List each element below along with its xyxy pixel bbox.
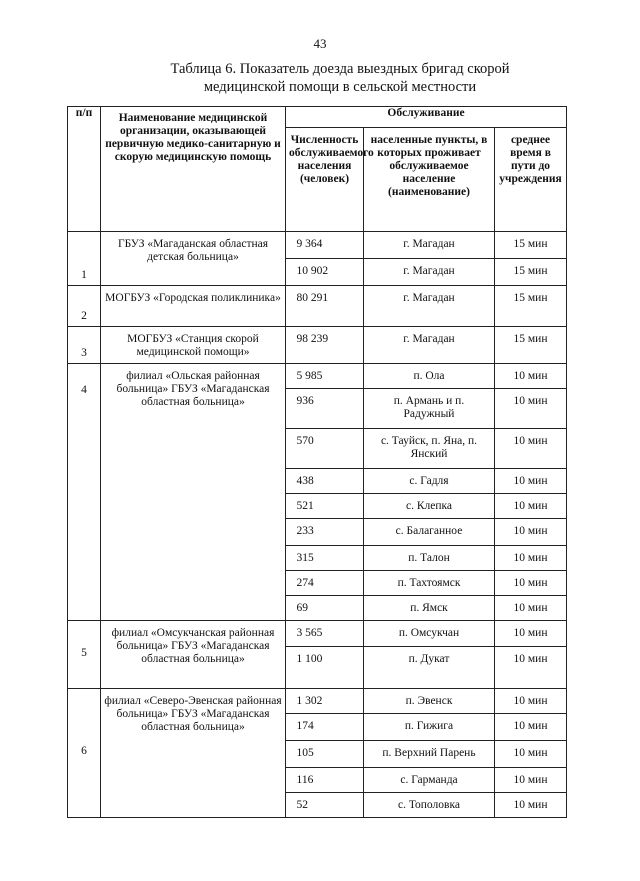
- population-cell: 936: [286, 389, 364, 429]
- population-cell: 1 100: [286, 647, 364, 689]
- row-number: 2: [68, 286, 101, 327]
- population-cell: 105: [286, 741, 364, 768]
- population-cell: 1 302: [286, 689, 364, 714]
- org-name: филиал «Северо-Эвенская районная больница» ГБУЗ «Магаданская областная больница»: [101, 689, 286, 818]
- title-line-1: Таблица 6. Показатель доезда выездных бригад скорой: [170, 61, 510, 77]
- place-cell: п. Верхний Парень: [364, 741, 495, 768]
- population-cell: 233: [286, 519, 364, 546]
- time-cell: 10 мин: [495, 621, 567, 647]
- population-cell: 570: [286, 429, 364, 469]
- time-cell: 10 мин: [495, 469, 567, 494]
- population-cell: 9 364: [286, 232, 364, 259]
- org-name: МОГБУЗ «Станция скорой медицинской помощи»: [101, 327, 286, 364]
- row-number: 3: [68, 327, 101, 364]
- table-row: [68, 286, 567, 327]
- time-cell: 10 мин: [495, 714, 567, 741]
- place-cell: п. Тахтоямск: [364, 571, 495, 596]
- table-row: [68, 621, 567, 647]
- place-cell: с. Клепка: [364, 494, 495, 519]
- org-name: филиал «Ольская районная больница» ГБУЗ «Магаданская областная больница»: [101, 364, 286, 621]
- table-row: [68, 364, 567, 389]
- title-line-2: медицинской помощи в сельской местности: [203, 79, 477, 95]
- table-row: [68, 689, 567, 714]
- time-cell: 10 мин: [495, 364, 567, 389]
- place-cell: с. Гарманда: [364, 768, 495, 793]
- population-cell: 10 902: [286, 259, 364, 286]
- population-cell: 174: [286, 714, 364, 741]
- place-cell: г. Магадан: [364, 259, 495, 286]
- time-cell: 10 мин: [495, 793, 567, 818]
- org-name: ГБУЗ «Магаданская областная детская больница»: [101, 232, 286, 286]
- place-cell: п. Эвенск: [364, 689, 495, 714]
- header-org: Наименование медицинской организации, оказывающей первичную медико-санитарную и скорую медицинскую помощь: [101, 107, 286, 232]
- header-row: [68, 107, 567, 128]
- header-service: Обслуживание: [286, 107, 567, 128]
- population-cell: 3 565: [286, 621, 364, 647]
- place-cell: п. Ола: [364, 364, 495, 389]
- time-cell: 15 мин: [495, 259, 567, 286]
- row-number: 1: [68, 232, 101, 286]
- place-cell: г. Магадан: [364, 327, 495, 364]
- place-cell: с. Гадля: [364, 469, 495, 494]
- time-cell: 15 мин: [495, 327, 567, 364]
- row-number: 6: [68, 689, 101, 818]
- time-cell: 10 мин: [495, 596, 567, 621]
- header-time: среднее время в пути до учреждения: [495, 128, 567, 232]
- population-cell: 5 985: [286, 364, 364, 389]
- time-cell: 10 мин: [495, 389, 567, 429]
- population-cell: 521: [286, 494, 364, 519]
- place-cell: с. Балаганное: [364, 519, 495, 546]
- page-number: 43: [313, 36, 327, 51]
- time-cell: 10 мин: [495, 429, 567, 469]
- ambulance-table: [67, 106, 567, 818]
- org-name: МОГБУЗ «Городская поликлиника»: [101, 286, 286, 327]
- time-cell: 10 мин: [495, 768, 567, 793]
- place-cell: с. Тауйск, п. Яна, п. Янский: [364, 429, 495, 469]
- place-cell: п. Талон: [364, 546, 495, 571]
- population-cell: 315: [286, 546, 364, 571]
- row-number: 5: [68, 621, 101, 689]
- time-cell: 10 мин: [495, 741, 567, 768]
- place-cell: п. Армань и п. Радужный: [364, 389, 495, 429]
- population-cell: 69: [286, 596, 364, 621]
- time-cell: 10 мин: [495, 689, 567, 714]
- population-cell: 438: [286, 469, 364, 494]
- place-cell: п. Омсукчан: [364, 621, 495, 647]
- table-title: [60, 60, 620, 96]
- time-cell: 10 мин: [495, 494, 567, 519]
- header-places: населенные пункты, в которых проживает обслуживаемое население (наименование): [364, 128, 495, 232]
- time-cell: 10 мин: [495, 647, 567, 689]
- time-cell: 15 мин: [495, 232, 567, 259]
- org-name: филиал «Омсукчанская районная больница» ГБУЗ «Магаданская областная больница»: [101, 621, 286, 689]
- place-cell: п. Ямск: [364, 596, 495, 621]
- place-cell: г. Магадан: [364, 232, 495, 259]
- header-population: Численность обслуживаемого населения (человек): [286, 128, 364, 232]
- table-row: [68, 232, 567, 259]
- time-cell: 10 мин: [495, 519, 567, 546]
- population-cell: 98 239: [286, 327, 364, 364]
- place-cell: с. Тополовка: [364, 793, 495, 818]
- population-cell: 80 291: [286, 286, 364, 327]
- header-num: п/п: [68, 107, 101, 232]
- population-cell: 116: [286, 768, 364, 793]
- place-cell: п. Дукат: [364, 647, 495, 689]
- row-number: 4: [68, 364, 101, 621]
- time-cell: 15 мин: [495, 286, 567, 327]
- place-cell: п. Гижига: [364, 714, 495, 741]
- population-cell: 52: [286, 793, 364, 818]
- place-cell: г. Магадан: [364, 286, 495, 327]
- time-cell: 10 мин: [495, 571, 567, 596]
- population-cell: 274: [286, 571, 364, 596]
- table-row: [68, 327, 567, 364]
- time-cell: 10 мин: [495, 546, 567, 571]
